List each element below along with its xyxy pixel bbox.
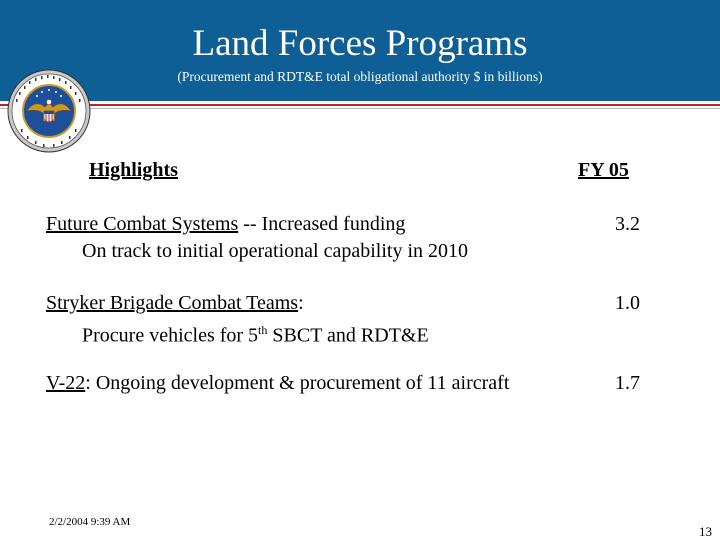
program-name: V-22	[46, 372, 86, 394]
program-name: Future Combat Systems	[46, 213, 239, 235]
program-note: : Ongoing development & procurement of 11 aircraft	[85, 372, 510, 394]
program-note: -- Increased funding	[238, 213, 406, 235]
fy05-header: FY 05	[578, 159, 629, 181]
highlights-header: Highlights	[89, 159, 178, 181]
row-v22	[46, 370, 509, 396]
program-note: :	[298, 292, 304, 314]
slide-title: Land Forces Programs	[192, 23, 528, 64]
detail-text: Procure vehicles for 5	[82, 324, 259, 347]
detail-text: SBCT and RDT&E	[267, 324, 429, 347]
program-name: Stryker Brigade Combat Teams	[46, 292, 299, 314]
detail-stryker	[82, 317, 429, 349]
detail-fcs: On track to initial operational capability in 2010	[82, 240, 469, 262]
page-number: 13	[699, 524, 712, 539]
header-divider-red	[0, 104, 720, 106]
row-future-combat-systems	[46, 211, 405, 237]
value-v22: 1.7	[615, 372, 640, 394]
value-stryker: 1.0	[615, 292, 640, 314]
dod-seal-icon	[7, 69, 91, 153]
header-divider-gray	[0, 108, 720, 109]
footer-timestamp: 2/2/2004 9:39 AM	[49, 516, 131, 528]
superscript: th	[258, 323, 268, 337]
row-stryker	[46, 290, 304, 316]
value-fcs: 3.2	[615, 213, 640, 235]
slide-subtitle: (Procurement and RDT&E total obligational authority $ in billions)	[177, 69, 543, 84]
